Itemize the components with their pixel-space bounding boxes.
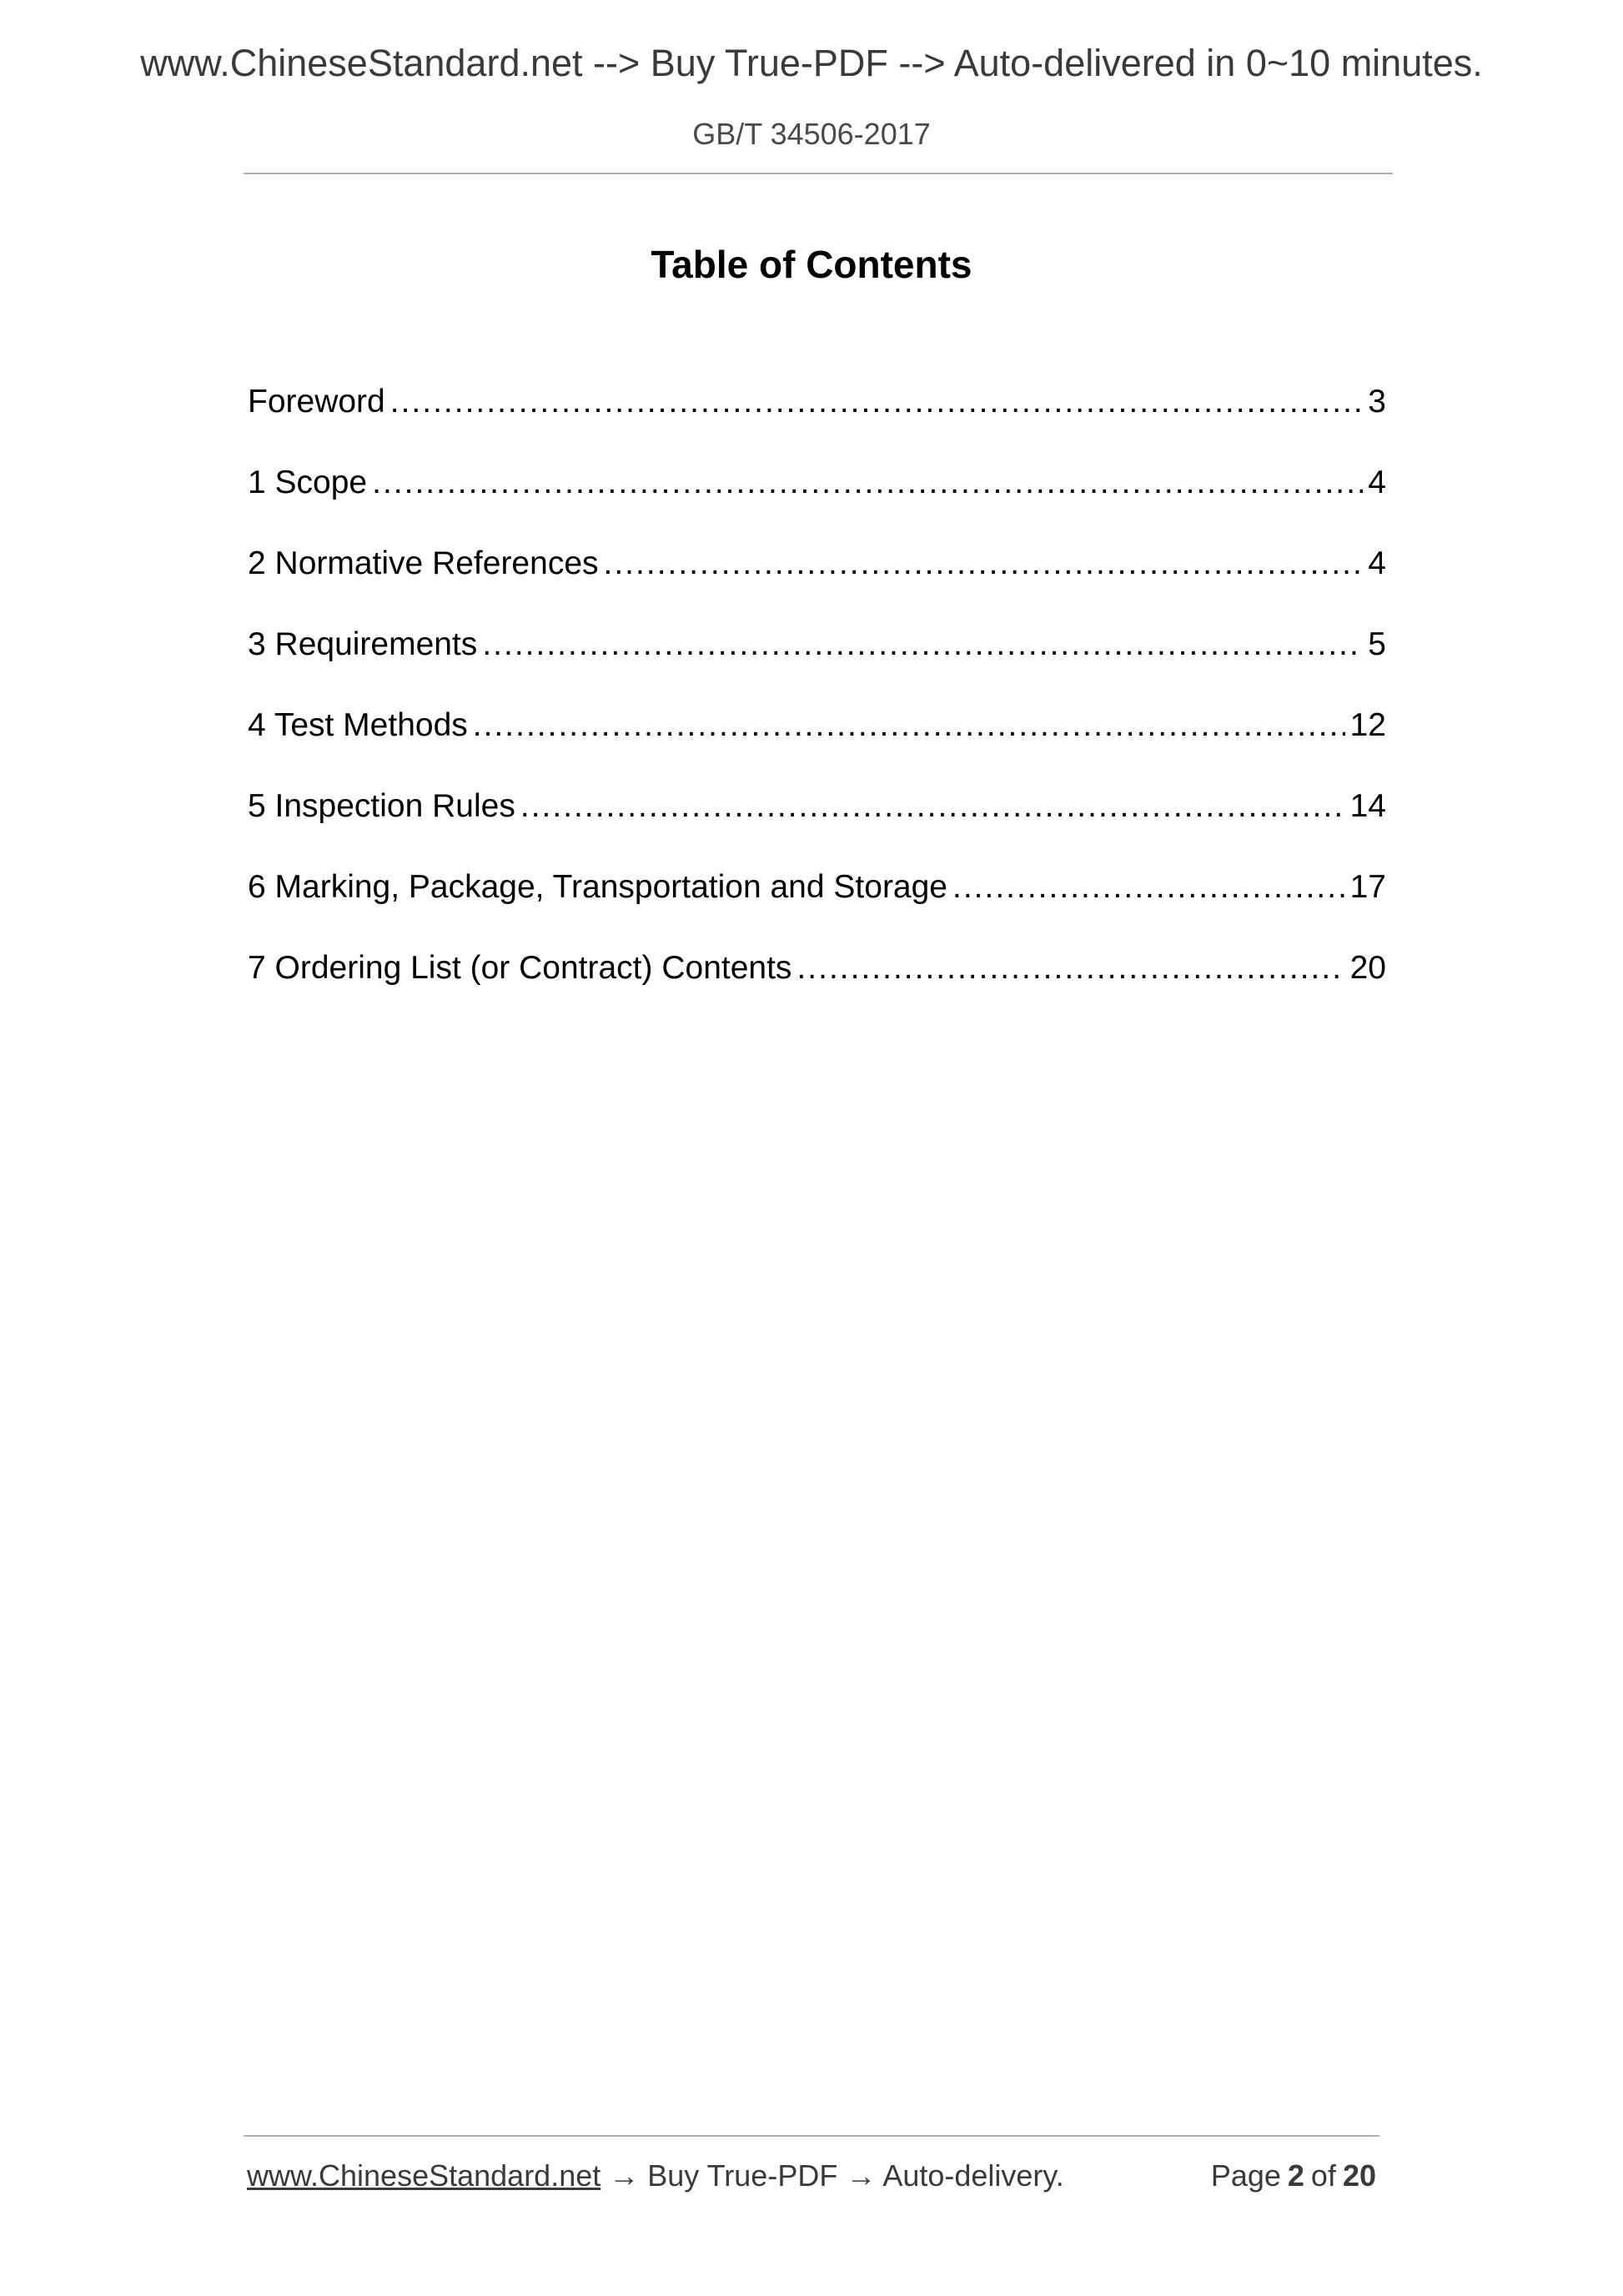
toc-title: Table of Contents — [651, 243, 972, 286]
toc-entry-test-methods[interactable] — [248, 701, 1386, 781]
page-of: of — [1310, 2158, 1336, 2193]
toc-entry-requirements[interactable] — [248, 620, 1386, 701]
toc-entry-label: 6 Marking, Package, Transportation and Storage — [248, 869, 947, 905]
footer-promo — [247, 2158, 1064, 2193]
toc-dot-leader — [952, 862, 1345, 912]
toc-entry-label: Foreword — [248, 384, 385, 420]
toc-entry-page: 14 — [1349, 788, 1386, 824]
toc-entry-page: 4 — [1368, 545, 1386, 581]
toc-entry-page: 20 — [1349, 950, 1386, 986]
toc-entry-label: 5 Inspection Rules — [248, 788, 515, 824]
page-word: Page — [1210, 2158, 1281, 2193]
toc-dot-leader — [372, 458, 1363, 508]
toc-dot-leader — [482, 620, 1363, 670]
toc-dot-leader — [473, 701, 1345, 751]
page-current: 2 — [1287, 2158, 1304, 2193]
toc-entry-inspection-rules[interactable] — [248, 781, 1386, 862]
toc-entry-scope[interactable] — [248, 458, 1386, 539]
toc-entry-label: 2 Normative References — [248, 545, 599, 581]
toc-entry-page: 17 — [1349, 869, 1386, 905]
toc-entry-page: 12 — [1349, 707, 1386, 743]
toc-entry-page: 3 — [1368, 384, 1386, 420]
toc-entry-label: 3 Requirements — [248, 626, 478, 662]
footer-promo-text: → Buy True-PDF → Auto-delivery. — [600, 2158, 1064, 2193]
toc-entry-foreword[interactable] — [248, 377, 1386, 458]
toc-entry-normative-references[interactable] — [248, 539, 1386, 620]
toc-dot-leader — [604, 539, 1364, 589]
toc-entry-page: 4 — [1368, 465, 1386, 500]
toc-dot-leader — [796, 943, 1344, 993]
toc-entry-ordering-list[interactable] — [248, 943, 1386, 1024]
toc-entry-page: 5 — [1368, 626, 1386, 662]
page-total: 20 — [1342, 2158, 1376, 2193]
toc-entry-label: 4 Test Methods — [248, 707, 468, 743]
top-banner: www.ChineseStandard.net --> Buy True-PDF --> Auto-delivered in 0~10 minutes. — [140, 42, 1483, 84]
page-number — [1204, 2158, 1376, 2193]
toc-list — [248, 377, 1386, 1024]
toc-entry-label: 1 Scope — [248, 465, 368, 500]
header-divider — [244, 173, 1393, 174]
toc-dot-leader — [520, 781, 1345, 831]
footer-divider — [244, 2135, 1379, 2137]
toc-entry-marking-package[interactable] — [248, 862, 1386, 943]
footer-site-link[interactable]: www.ChineseStandard.net — [247, 2158, 601, 2193]
toc-entry-label: 7 Ordering List (or Contract) Contents — [248, 950, 792, 986]
document-code: GB/T 34506-2017 — [692, 117, 931, 151]
toc-dot-leader — [390, 377, 1364, 427]
page-footer — [247, 2158, 1376, 2193]
